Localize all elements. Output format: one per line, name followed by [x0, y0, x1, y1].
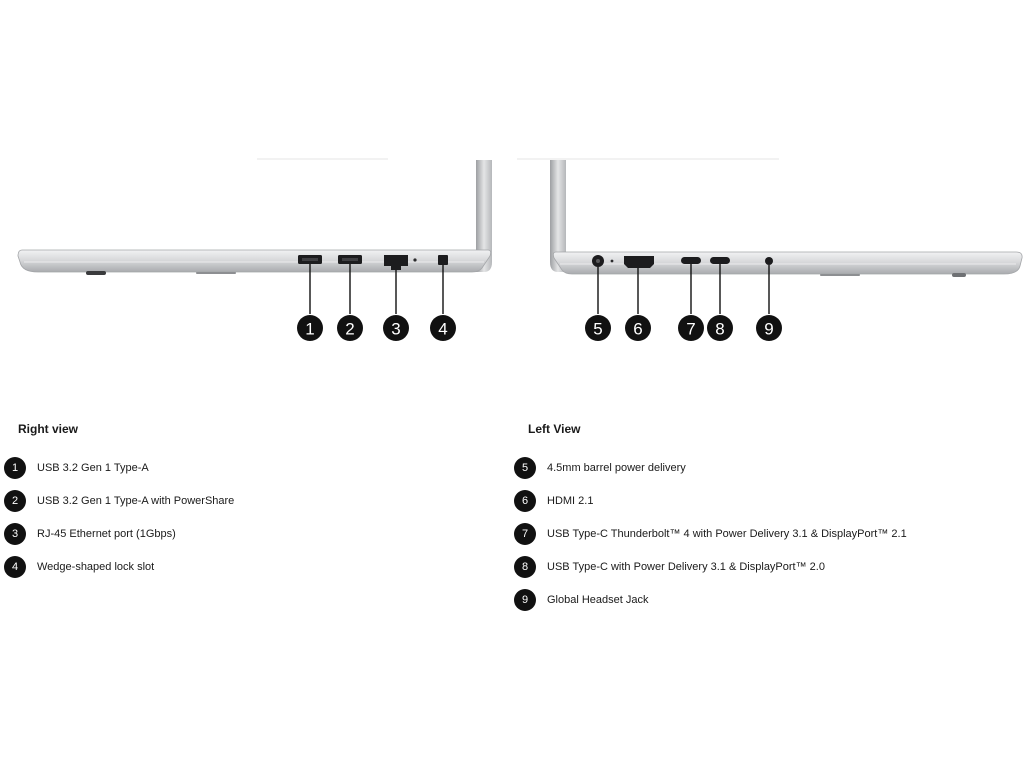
left-view-laptop: [517, 159, 1022, 341]
legend-badge-4: 4: [4, 556, 26, 578]
headset-jack: [765, 257, 773, 265]
legend-label-4: Wedge-shaped lock slot: [37, 561, 155, 573]
callout-2: [337, 315, 363, 341]
callout-9-label: 9: [764, 319, 774, 339]
left-view-legend: [514, 422, 907, 622]
callout-5: [585, 315, 611, 341]
legend-item-6: [514, 490, 907, 512]
right-foot-front: [86, 271, 106, 275]
legend-label-2: USB 3.2 Gen 1 Type-A with PowerShare: [37, 495, 235, 507]
callout-8: [707, 315, 733, 341]
callout-1-label: 1: [305, 319, 315, 339]
callout-1: [297, 315, 323, 341]
right-view-title: Right view: [18, 422, 79, 436]
usb-a-port-1-tongue: [302, 258, 318, 261]
callout-6: [625, 315, 651, 341]
callout-6-label: 6: [633, 319, 643, 339]
legend-item-2: [4, 490, 234, 512]
barrel-power-pin: [596, 259, 600, 263]
legend-item-8: [514, 556, 907, 578]
legend-badge-8: 8: [514, 556, 536, 578]
legend-label-8: USB Type-C with Power Delivery 3.1 & DisplayPort™ 2.0: [547, 561, 825, 573]
callout-4: [430, 315, 456, 341]
usb-c-port: [710, 257, 730, 264]
left-foot-rear: [820, 274, 860, 276]
legend-item-5: [514, 457, 907, 479]
legend-label-7: USB Type-C Thunderbolt™ 4 with Power Delivery 3.1 & DisplayPort™ 2.1: [547, 528, 907, 540]
legend-badge-7: 7: [514, 523, 536, 545]
legend-item-7: [514, 523, 907, 545]
usb-a-port-2-tongue: [342, 258, 358, 261]
legend-label-6: HDMI 2.1: [547, 495, 594, 507]
left-view-title: Left View: [528, 422, 581, 436]
legend-badge-2: 2: [4, 490, 26, 512]
lock-slot: [438, 255, 448, 265]
right-base: [18, 250, 491, 272]
callout-5-label: 5: [593, 319, 603, 339]
hdmi-port: [624, 256, 654, 268]
left-base: [553, 252, 1022, 274]
callout-7-label: 7: [686, 319, 696, 339]
legend-label-9: Global Headset Jack: [547, 594, 649, 606]
legend-badge-5: 5: [514, 457, 536, 479]
status-led: [413, 258, 416, 261]
legend-item-4: [4, 556, 234, 578]
legend-label-3: RJ-45 Ethernet port (1Gbps): [37, 528, 176, 540]
right-foot-rear: [196, 272, 236, 274]
legend-item-3: [4, 523, 234, 545]
legend-label-5: 4.5mm barrel power delivery: [547, 462, 686, 474]
callout-9: [756, 315, 782, 341]
laptop-side-views: [0, 0, 1024, 360]
callout-2-label: 2: [345, 319, 355, 339]
legend-badge-6: 6: [514, 490, 536, 512]
legend-label-1: USB 3.2 Gen 1 Type-A: [37, 462, 149, 474]
left-foot-front: [952, 273, 966, 277]
usb-c-thunderbolt-port: [681, 257, 701, 264]
legend-item-1: [4, 457, 234, 479]
legend-item-9: [514, 589, 907, 611]
power-led: [611, 260, 614, 263]
callout-3: [383, 315, 409, 341]
right-view-laptop: [18, 159, 492, 341]
legend-badge-3: 3: [4, 523, 26, 545]
legend-badge-9: 9: [514, 589, 536, 611]
right-view-legend: [4, 422, 234, 589]
callout-8-label: 8: [715, 319, 725, 339]
callout-3-label: 3: [391, 319, 401, 339]
callout-4-label: 4: [438, 319, 448, 339]
callout-7: [678, 315, 704, 341]
legend-badge-1: 1: [4, 457, 26, 479]
